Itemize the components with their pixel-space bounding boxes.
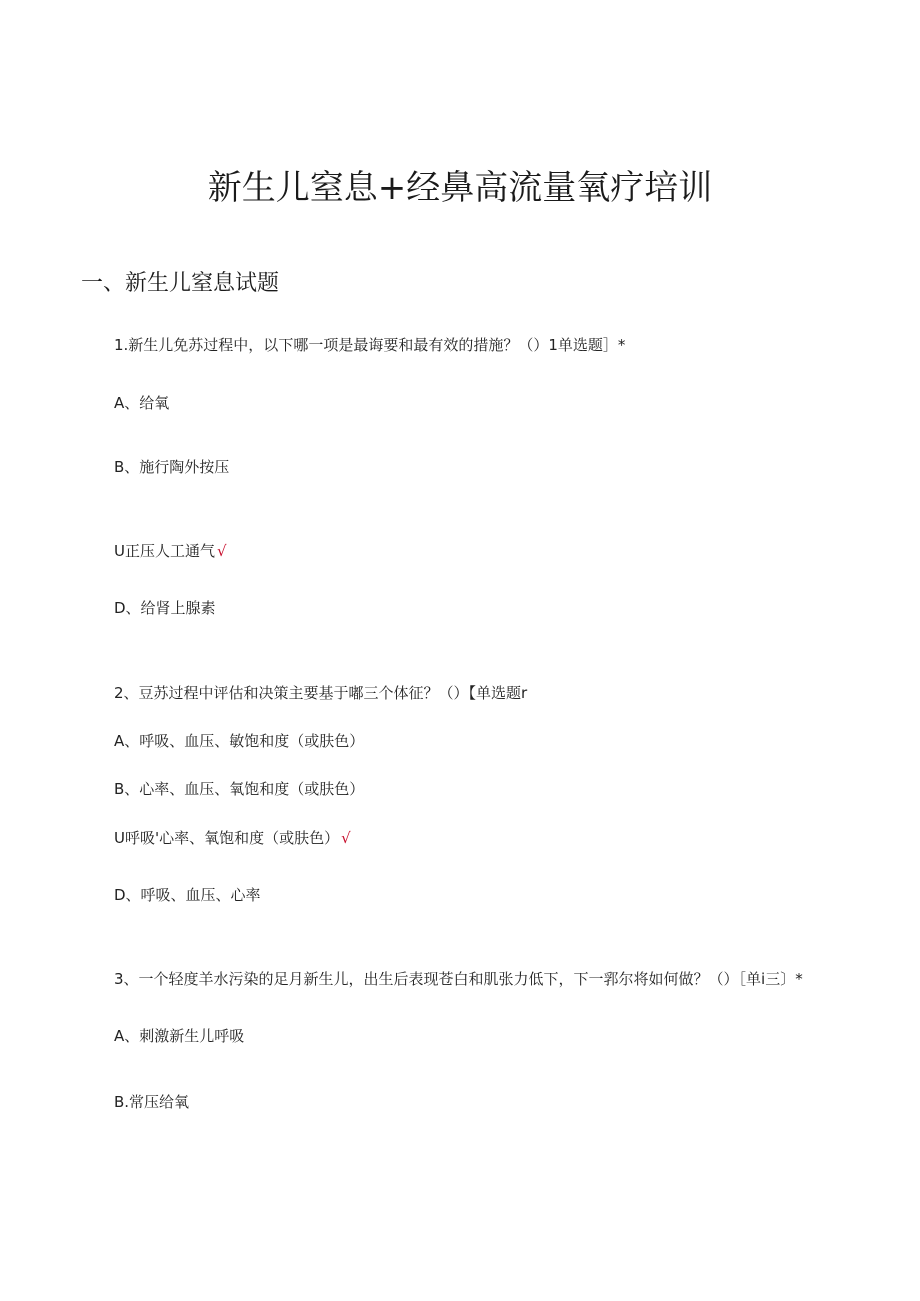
- option-label: D、给肾上腺素: [114, 599, 216, 617]
- question-1-option-d[interactable]: [114, 598, 216, 618]
- question-1-text: 1.新生儿免苏过程中，以下哪一项是最诲要和最有效的措施？（）1单选题］*: [114, 336, 626, 354]
- option-label: U呼吸'心率、氧饱和度（或肤色）: [114, 829, 340, 847]
- question-1-option-b[interactable]: [114, 457, 229, 477]
- section-heading: 一、新生儿窒息试题: [81, 271, 280, 296]
- correct-checkmark-icon: √: [216, 542, 227, 560]
- question-3-option-a[interactable]: [114, 1026, 244, 1046]
- question-3-option-b[interactable]: [114, 1092, 189, 1112]
- option-label: A、呼吸、血压、敏饱和度（或肤色）: [114, 732, 365, 750]
- option-label: A、刺激新生儿呼吸: [114, 1027, 245, 1045]
- option-label: D、呼吸、血压、心率: [114, 886, 261, 904]
- question-1-option-a[interactable]: [114, 393, 169, 413]
- page-title: 新生儿窒息+经鼻高流量氧疗培训: [207, 168, 713, 208]
- question-2-option-c[interactable]: [114, 828, 351, 848]
- option-label: B、心率、血压、氧饱和度（或肤色）: [114, 780, 365, 798]
- question-3-text: 3、一个轻度羊水污染的足月新生儿，出生后表现苍白和肌张力低下，下一郛尔将如何做？（）［单i三〕*: [114, 970, 803, 988]
- option-label: U正压人工通气: [114, 542, 215, 560]
- option-label: A、给氧: [114, 394, 170, 412]
- question-2-option-a[interactable]: [114, 731, 364, 751]
- correct-checkmark-icon: √: [341, 829, 351, 847]
- option-label: B.常压给氧: [114, 1093, 190, 1111]
- question-2-option-b[interactable]: [114, 779, 364, 799]
- question-2-option-d[interactable]: [114, 885, 261, 905]
- option-label: B、施行陶外按压: [114, 458, 230, 476]
- question-2-text: 2、豆苏过程中评估和决策主要基于嘟三个体征？（）【单选题r: [114, 684, 528, 702]
- question-1-option-c[interactable]: [114, 541, 227, 561]
